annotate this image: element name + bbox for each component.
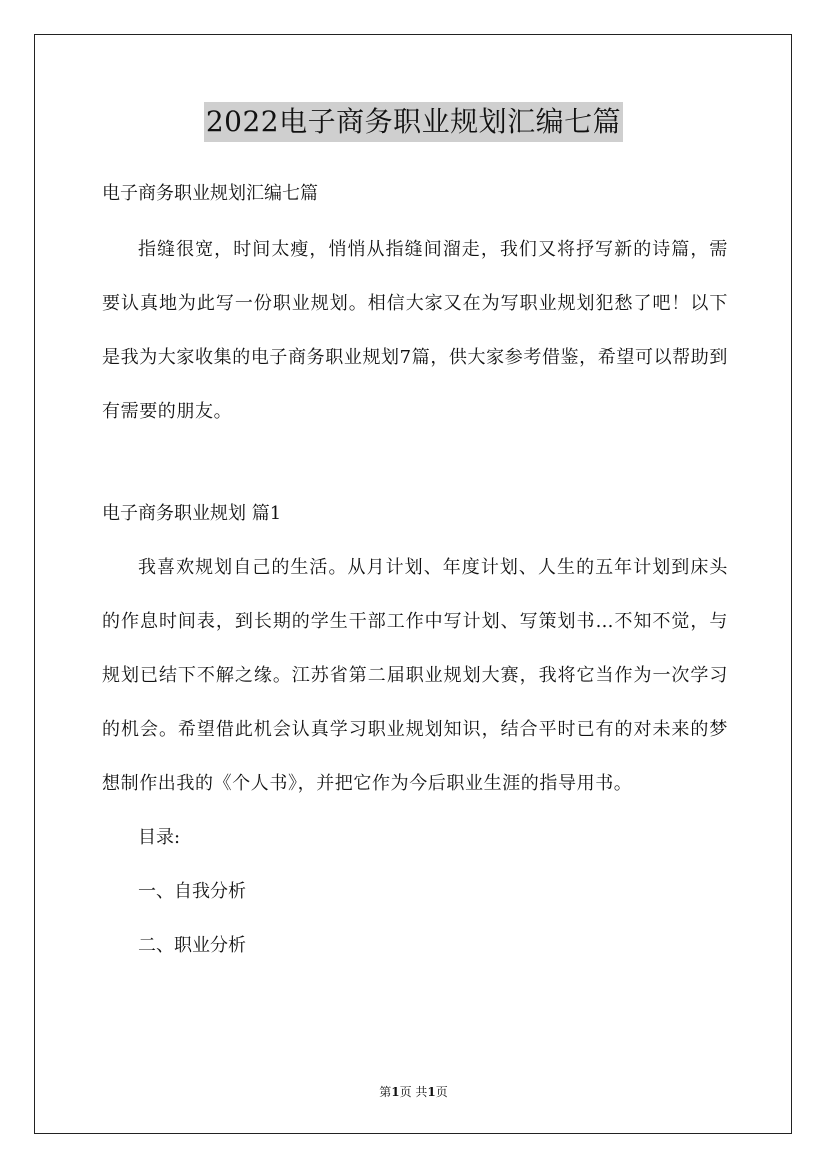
toc-item: 二、职业分析 bbox=[138, 935, 246, 956]
document-title: 2022电子商务职业规划汇编七篇 bbox=[204, 102, 623, 142]
title-container bbox=[0, 102, 827, 142]
footer-page-mid: 页 共 bbox=[399, 1085, 428, 1099]
footer-page-number: 1 bbox=[391, 1085, 400, 1099]
section-paragraph: 我喜欢规划自己的生活。从月计划、年度计划、人生的五年计划到床头的作息时间表，到长期的学生干部工作中写计划、写策划书…不知不觉，与规划已结下不解之缘。江苏省第二届职业规划大赛，我将它当作为一次学习的机会。希望借此机会认真学习职业规划知识，结合平时已有的对未来的梦想制作出我的《个人书》，并把它作为今后职业生涯的指导用书。 bbox=[102, 557, 728, 794]
document-body bbox=[102, 170, 728, 973]
footer-page-prefix: 第 bbox=[379, 1085, 392, 1099]
spacer bbox=[102, 439, 728, 487]
page-footer bbox=[0, 1083, 827, 1100]
toc-item: 一、自我分析 bbox=[138, 881, 246, 902]
document-subtitle: 电子商务职业规划汇编七篇 bbox=[102, 183, 318, 204]
footer-page-total: 1 bbox=[427, 1085, 436, 1099]
toc-label: 目录: bbox=[138, 827, 181, 848]
footer-page-suffix: 页 bbox=[435, 1085, 448, 1099]
intro-paragraph: 指缝很宽，时间太瘦，悄悄从指缝间溜走，我们又将抒写新的诗篇，需要认真地为此写一份职业规划。相信大家又在为写职业规划犯愁了吧！以下是我为大家收集的电子商务职业规划7篇，供大家参考借鉴，希望可以帮助到有需要的朋友。 bbox=[102, 239, 728, 422]
section-heading: 电子商务职业规划 篇1 bbox=[102, 503, 282, 524]
